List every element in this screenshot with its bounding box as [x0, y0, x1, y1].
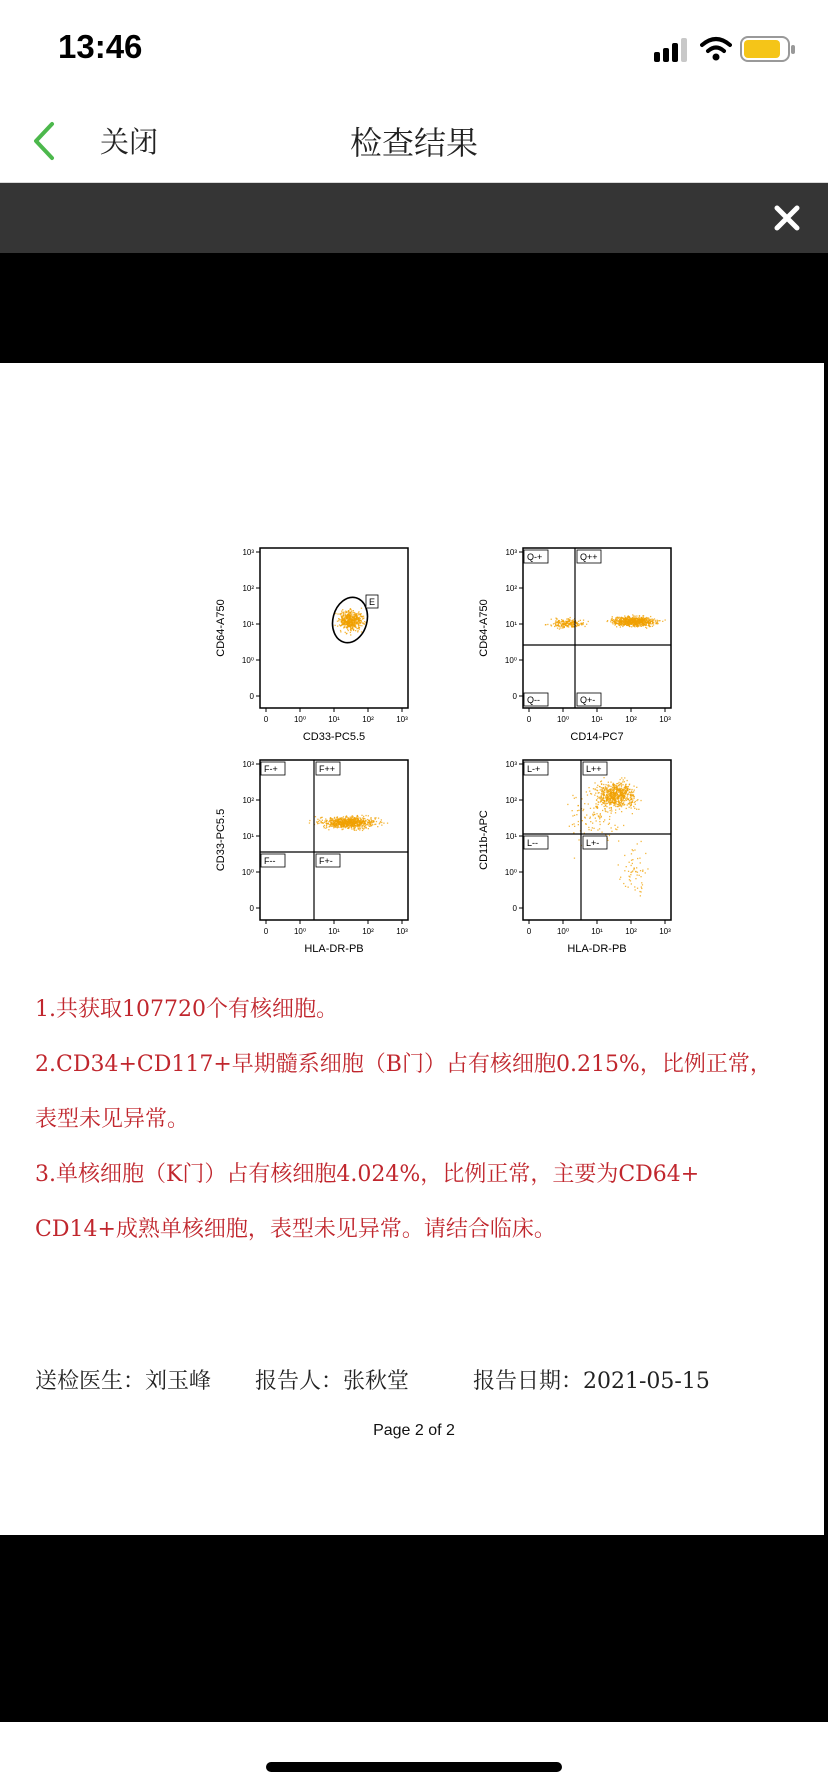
viewer-letterbox-top: [0, 253, 828, 363]
report-line-3: 表型未见异常。: [35, 1107, 190, 1132]
viewer-toolbar: [0, 183, 828, 253]
x-tick-label: 10²: [625, 715, 637, 724]
y-tick-label: 10⁰: [241, 868, 254, 877]
gate-tag-label: L++: [586, 764, 602, 774]
plot-frame: [260, 548, 408, 708]
viewer-letterbox-bottom: [0, 1535, 828, 1722]
y-tick-label: 10¹: [242, 620, 254, 629]
x-tick-label: 0: [526, 715, 532, 724]
page-number: Page 2 of 2: [373, 1422, 455, 1439]
y-tick-label: 10⁰: [504, 868, 517, 877]
y-tick-label: 10³: [505, 760, 517, 769]
report-line-5: CD14+成熟单核细胞，表型未见异常。请结合临床。: [35, 1217, 556, 1242]
x-tick-label: 10¹: [328, 715, 340, 724]
gate-tag-label: L--: [527, 838, 538, 848]
x-tick-label: 10⁰: [556, 927, 570, 936]
scatter-plot-hladr-cd11b: [463, 752, 683, 972]
gate-tag-label: Q+-: [580, 695, 596, 705]
gate-tag-label: F--: [264, 856, 276, 866]
x-tick-label: 10⁰: [293, 715, 307, 724]
gate-tag-label: F++: [319, 764, 336, 774]
sending-doctor: 送检医生：刘玉峰: [35, 1369, 212, 1394]
y-tick-label: 10²: [505, 584, 517, 593]
y-tick-label: 0: [249, 904, 254, 913]
x-axis-label: HLA-DR-PB: [304, 943, 364, 955]
y-tick-label: 10¹: [505, 620, 517, 629]
y-tick-label: 10¹: [505, 832, 517, 841]
scatter-plot-hladr-cd33: [200, 752, 420, 972]
y-tick-label: 10²: [242, 796, 254, 805]
plot-svg: [200, 752, 420, 972]
x-tick-label: 10¹: [328, 927, 340, 936]
report-line-1: 1.共获取107720个有核细胞。: [35, 997, 338, 1022]
y-axis-label: CD33-PC5.5: [215, 808, 227, 872]
x-axis-label: CD14-PC7: [570, 731, 624, 743]
y-tick-label: 10³: [242, 760, 254, 769]
x-tick-label: 0: [526, 927, 532, 936]
plot-svg: [463, 752, 683, 972]
x-tick-label: 10²: [362, 715, 374, 724]
report-line-2: 2.CD34+CD117+早期髓系细胞（B门）占有核细胞0.215%，比例正常，: [35, 1052, 772, 1077]
status-time: 13:46: [58, 28, 143, 65]
y-axis-label: CD11b-APC: [478, 810, 490, 870]
y-tick-label: 0: [512, 692, 517, 701]
x-tick-label: 10³: [659, 715, 671, 724]
y-tick-label: 10³: [505, 548, 517, 557]
plot-frame: [523, 548, 671, 708]
x-tick-label: 10³: [396, 715, 408, 724]
plot-svg: [200, 540, 420, 760]
page-title: 检查结果: [349, 124, 478, 162]
status-bar: [0, 0, 828, 100]
gate-tag-label: Q-+: [527, 552, 543, 562]
battery-icon: [740, 36, 796, 64]
y-tick-label: 0: [512, 904, 517, 913]
x-tick-label: 10⁰: [293, 927, 307, 936]
report-date: 报告日期：2021-05-15: [473, 1369, 710, 1394]
reporter: 报告人：张秋堂: [255, 1369, 410, 1394]
gate-tag-label: F-+: [264, 764, 278, 774]
gate-tag-label: F+-: [319, 856, 333, 866]
y-tick-label: 10¹: [242, 832, 254, 841]
x-tick-label: 10³: [659, 927, 671, 936]
y-tick-label: 10³: [242, 548, 254, 557]
home-indicator: [266, 1762, 562, 1772]
y-tick-label: 10²: [505, 796, 517, 805]
report-line-4: 3.单核细胞（K门）占有核细胞4.024%，比例正常，主要为CD64+: [35, 1162, 700, 1187]
x-tick-label: 10⁰: [556, 715, 570, 724]
gate-tag-label: L-+: [527, 764, 541, 774]
gate-tag-label: E: [369, 597, 376, 607]
plot-svg: [463, 540, 683, 760]
y-tick-label: 10⁰: [241, 656, 254, 665]
y-tick-label: 10²: [242, 584, 254, 593]
x-tick-label: 0: [263, 927, 269, 936]
x-tick-label: 10²: [362, 927, 374, 936]
y-axis-label: CD64-A750: [215, 599, 227, 657]
x-axis-label: CD33-PC5.5: [302, 731, 366, 743]
y-tick-label: 0: [249, 692, 254, 701]
wifi-icon: [700, 36, 732, 62]
x-tick-label: 10²: [625, 927, 637, 936]
scatter-plot-cd33-cd64: [200, 540, 420, 760]
nav-bar: [0, 100, 828, 183]
close-icon[interactable]: [768, 199, 806, 237]
gate-tag-label: L+-: [586, 838, 600, 848]
x-tick-label: 0: [263, 715, 269, 724]
y-axis-label: CD64-A750: [478, 599, 490, 657]
y-tick-label: 10⁰: [504, 656, 517, 665]
signal-icon: [654, 38, 688, 64]
plot-frame: [260, 760, 408, 920]
x-axis-label: HLA-DR-PB: [567, 943, 627, 955]
close-button[interactable]: 关闭: [100, 125, 159, 159]
gate-tag-label: Q--: [527, 695, 540, 705]
gate-tag-label: Q++: [580, 552, 598, 562]
x-tick-label: 10¹: [591, 715, 603, 724]
x-tick-label: 10³: [396, 927, 408, 936]
x-tick-label: 10¹: [591, 927, 603, 936]
scatter-plot-cd14-cd64: [463, 540, 683, 760]
